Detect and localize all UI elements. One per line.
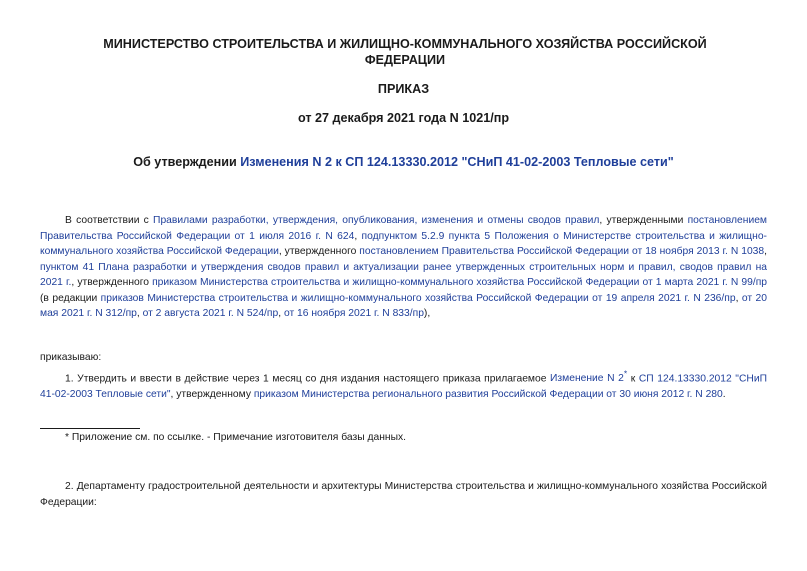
item1-text-1: 1. Утвердить и ввести в действие через 1 месяц со дня издания настоящего приказа прилагаемое: [65, 373, 551, 385]
footnote: * Приложение см. по ссылке. - Примечание изготовителя базы данных.: [65, 432, 407, 443]
basis-text-4: , утвержденного: [278, 246, 360, 257]
basis-text-9: ,: [136, 308, 143, 319]
link-amendment-2-label: Изменение N 2: [550, 373, 624, 385]
link-sp-124[interactable]: СП 124.13330.2012 "СНиП 41-02-2003 Тепловые сети": [40, 373, 767, 400]
basis-text-8: ,: [735, 292, 742, 304]
link-order-280[interactable]: приказом Министерства регионального развития Российской Федерации от 30 июня 2012 г. N 280: [253, 388, 723, 400]
item1-text-2: к: [627, 373, 639, 385]
link-order-312[interactable]: от 20 мая 2021 г. N 312/пр: [40, 292, 767, 319]
link-order-524[interactable]: от 2 августа 2021 г. N 524/пр: [142, 308, 279, 319]
link-order-236[interactable]: приказов Министерства строительства и жилищно-коммунального хозяйства Российской Федерации от 19 апреля 2021 г. N 236/пр: [100, 292, 736, 304]
footnote-mark: *: [623, 369, 628, 379]
basis-text-7: (в редакции: [40, 292, 101, 304]
order-date: от 27 декабря 2021 года N 1021/пр: [297, 111, 510, 125]
basis-text-2: , утвержденными: [599, 215, 688, 226]
link-order-99[interactable]: приказом Министерства строительства и жилищно-коммунального хозяйства Российской Федерации от 1 марта 2021 г. N 99/пр: [152, 277, 767, 288]
link-rules[interactable]: Правилами разработки, утверждения, опубликования, изменения и отмены сводов правил: [153, 215, 600, 226]
item1-text-3: , утвержденному: [170, 388, 254, 400]
title-link[interactable]: Изменения N 2 к СП 124.13330.2012 "СНиП 41-02-2003 Тепловые сети": [240, 155, 674, 169]
footnote-separator: [40, 428, 140, 429]
document-title: [0, 155, 807, 169]
ministry-heading: МИНИСТЕРСТВО СТРОИТЕЛЬСТВА И ЖИЛИЩНО-КОММУНАЛЬНОГО ХОЗЯЙСТВА РОССИЙСКОЙ ФЕДЕРАЦИИ: [103, 37, 707, 67]
item-2-paragraph: 2. Департаменту градостроительной деятельности и архитектуры Министерства строительства и жилищно-коммунального хозяйства Российской Федерации:: [40, 481, 767, 508]
link-amendment-2[interactable]: [550, 369, 628, 385]
basis-text-5: ,: [764, 246, 768, 257]
link-order-833[interactable]: от 16 ноября 2021 г. N 833/пр: [283, 308, 424, 319]
link-resolution-624[interactable]: постановлением Правительства Российской Федерации от 1 июля 2016 г. N 624: [40, 215, 767, 242]
basis-paragraph: [40, 213, 767, 322]
order-verb: приказываю:: [40, 352, 102, 363]
basis-text-10: ,: [278, 308, 284, 319]
link-resolution-1038[interactable]: постановлением Правительства Российской Федерации от 18 ноября 2013 г. N 1038: [359, 246, 765, 257]
basis-text-6: , утвержденного: [71, 277, 153, 288]
item-1-paragraph: [40, 367, 767, 402]
title-prefix: Об утверждении: [133, 155, 241, 169]
basis-text-3: ,: [354, 230, 362, 242]
link-plan-item-41[interactable]: пунктом 41 Плана разработки и утверждения сводов правил и актуализации ранее утвержденных строительных норм и правил, сводов правил на 2021 г.: [40, 261, 767, 288]
link-regulation-5-2-9[interactable]: подпунктом 5.2.9 пункта 5 Положения о Министерстве строительства и жилищно-коммунального хозяйства Российской Федерации: [40, 230, 767, 257]
item1-text-4: .: [722, 388, 726, 400]
order-heading: ПРИКАЗ: [377, 82, 430, 96]
basis-text-1: В соответствии с: [65, 215, 154, 226]
basis-text-11: ),: [423, 308, 431, 319]
